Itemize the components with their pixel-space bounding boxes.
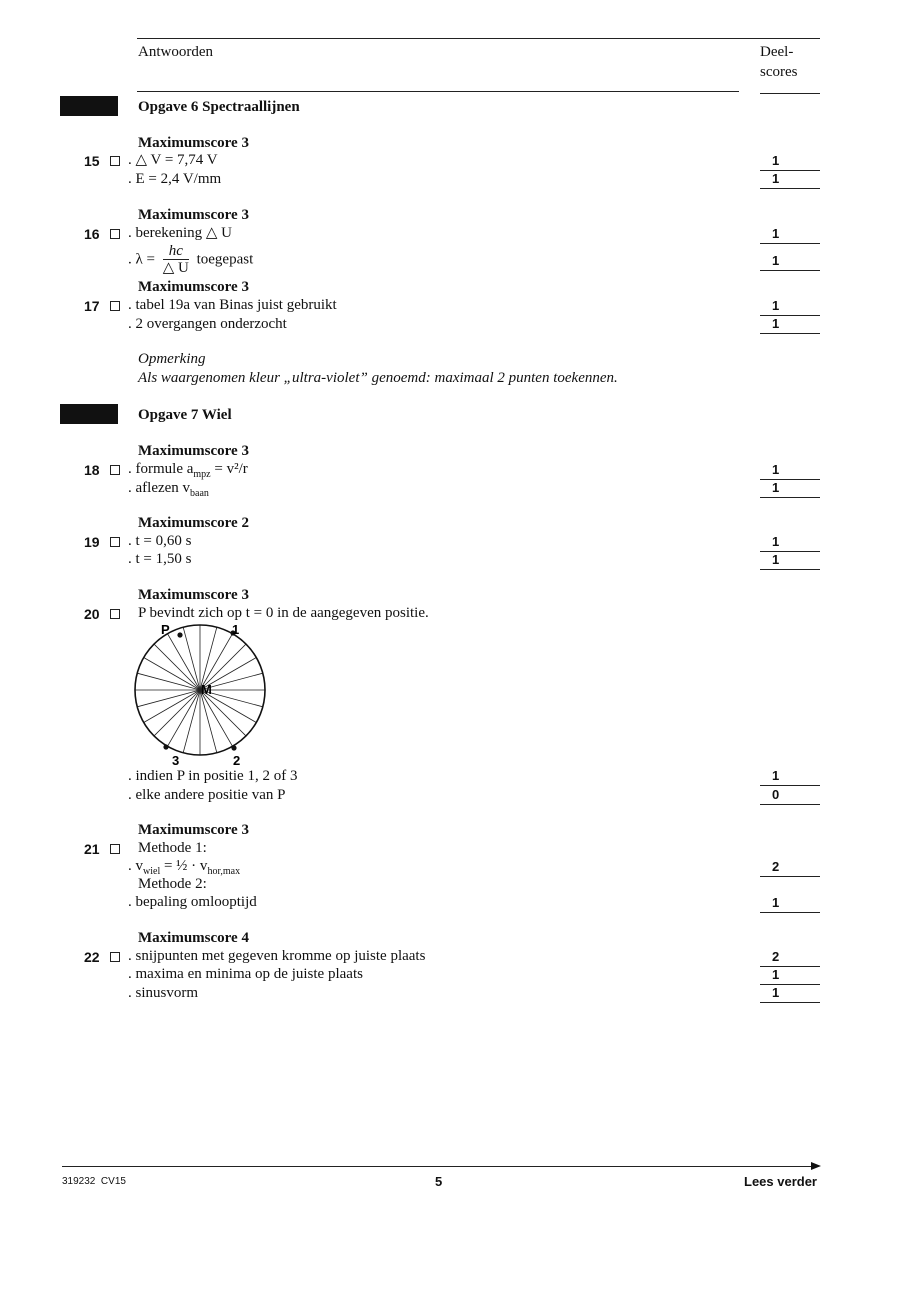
q16-line2 — [128, 243, 253, 276]
q17-maxscore: Maximumscore 3 — [138, 279, 249, 295]
q20-line0: P bevindt zich op t = 0 in de aangegeven positie. — [138, 605, 429, 621]
q17-line1: . tabel 19a van Binas juist gebruikt — [128, 297, 337, 313]
q21-score-2: 1 — [760, 894, 820, 913]
q18-line1-sub: mpz — [193, 469, 211, 480]
header-deel: Deel- — [760, 44, 794, 60]
q16-fraction-num: hc — [163, 243, 189, 260]
q15-score-1: 1 — [760, 152, 820, 171]
q19-number: 19 — [84, 534, 100, 550]
q19-score-2: 1 — [760, 551, 820, 570]
q16-checkbox[interactable] — [110, 229, 120, 239]
q22-line1: . snijpunten met gegeven kromme op juiste plaats — [128, 948, 426, 964]
q18-number: 18 — [84, 462, 100, 478]
wheel-diagram — [128, 620, 273, 770]
q17-number: 17 — [84, 298, 100, 314]
opgave6-title: Opgave 6 Spectraallijnen — [138, 99, 300, 115]
header-top-rule — [137, 38, 820, 39]
q20-line1: . indien P in positie 1, 2 of 3 — [128, 768, 298, 784]
q15-checkbox[interactable] — [110, 156, 120, 166]
q21-number: 21 — [84, 841, 100, 857]
arrow-right-icon — [811, 1162, 821, 1170]
q20-checkbox[interactable] — [110, 609, 120, 619]
q20-score-2: 0 — [760, 786, 820, 805]
footer-page-number: 5 — [435, 1174, 443, 1189]
q22-score-2: 1 — [760, 966, 820, 985]
opgave7-title: Opgave 7 Wiel — [138, 407, 232, 423]
q22-maxscore: Maximumscore 4 — [138, 930, 249, 946]
q21-methode1: Methode 1: — [138, 840, 207, 856]
q15-maxscore: Maximumscore 3 — [138, 135, 249, 151]
q22-line2: . maxima en minima op de juiste plaats — [128, 966, 363, 982]
wheel-label-2: 2 — [233, 753, 241, 768]
q15-number: 15 — [84, 153, 100, 169]
wheel-label-1: 1 — [232, 622, 240, 637]
q15-score-2: 1 — [760, 170, 820, 189]
q21-checkbox[interactable] — [110, 844, 120, 854]
q16-score-2: 1 — [760, 252, 820, 271]
q22-number: 22 — [84, 949, 100, 965]
header-scores: scores — [760, 64, 798, 80]
q16-fraction — [163, 243, 189, 276]
header-right-rule — [760, 93, 820, 94]
wheel-label-3: 3 — [172, 753, 180, 768]
q15-line2: . E = 2,4 V/mm — [128, 171, 222, 187]
q19-line2: . t = 1,50 s — [128, 551, 192, 567]
q22-score-3: 1 — [760, 984, 820, 1003]
footer-code: 319232 CV15 — [62, 1176, 126, 1187]
q21-score-1: 2 — [760, 858, 820, 877]
wheel-label-p: P — [161, 622, 170, 637]
q21-line1-sub2: hor,max — [207, 866, 241, 877]
header-left-rule — [137, 91, 739, 92]
q16-number: 16 — [84, 226, 100, 242]
wheel-spoke — [200, 627, 217, 690]
q15-line1: . △ V = 7,74 V — [128, 152, 218, 168]
q21-line2: . bepaling omlooptijd — [128, 894, 257, 910]
q16-score-1: 1 — [760, 225, 820, 244]
q21-methode2: Methode 2: — [138, 876, 207, 892]
q22-checkbox[interactable] — [110, 952, 120, 962]
footer-lees-verder: Lees verder — [744, 1174, 817, 1189]
q20-maxscore: Maximumscore 3 — [138, 587, 249, 603]
note-text: Als waargenomen kleur „ultra-violet” genoemd: maximaal 2 punten toekennen. — [138, 370, 618, 386]
wheel-spoke — [183, 690, 200, 753]
q19-score-1: 1 — [760, 533, 820, 552]
point-2 — [231, 745, 236, 750]
wheel-label-m: M — [201, 682, 212, 697]
wheel-spoke — [183, 627, 200, 690]
wheel-spoke — [137, 690, 200, 707]
q19-checkbox[interactable] — [110, 537, 120, 547]
q16-lambda: . λ = — [128, 251, 155, 268]
q17-score-2: 1 — [760, 315, 820, 334]
q18-maxscore: Maximumscore 3 — [138, 443, 249, 459]
q22-line3: . sinusvorm — [128, 985, 199, 1001]
q22-score-1: 2 — [760, 948, 820, 967]
q18-line1-rest: = v²/r — [210, 461, 248, 477]
section-marker-7 — [60, 404, 118, 424]
q18-checkbox[interactable] — [110, 465, 120, 475]
q20-score-1: 1 — [760, 767, 820, 786]
q16-toegepast: toegepast — [196, 251, 254, 268]
q17-checkbox[interactable] — [110, 301, 120, 311]
q18-line2-text: . aflezen v — [128, 480, 191, 496]
header-antwoorden: Antwoorden — [138, 44, 213, 60]
q20-number: 20 — [84, 606, 100, 622]
note-title: Opmerking — [138, 351, 206, 367]
q16-line1: . berekening △ U — [128, 225, 233, 241]
q16-maxscore: Maximumscore 3 — [138, 207, 249, 223]
q16-fraction-den: △ U — [162, 260, 189, 276]
point-3 — [163, 744, 168, 749]
q18-score-1: 1 — [760, 461, 820, 480]
q21-line1-sub: wiel — [143, 866, 161, 877]
point-p — [177, 632, 182, 637]
q19-line1: . t = 0,60 s — [128, 533, 192, 549]
q19-maxscore: Maximumscore 2 — [138, 515, 249, 531]
q18-line2-sub: baan — [190, 488, 209, 499]
q21-line1-b: = ½ · v — [160, 858, 208, 874]
q18-line1-text: . formule a — [128, 461, 194, 477]
q18-score-2: 1 — [760, 479, 820, 498]
footer-rule — [62, 1166, 812, 1167]
q17-line2: . 2 overgangen onderzocht — [128, 316, 287, 332]
wheel-spoke — [137, 673, 200, 690]
q17-score-1: 1 — [760, 297, 820, 316]
q20-line2: . elke andere positie van P — [128, 787, 286, 803]
q21-maxscore: Maximumscore 3 — [138, 822, 249, 838]
section-marker-6 — [60, 96, 118, 116]
q18-line2 — [128, 479, 209, 503]
q21-line1-a: . v — [128, 858, 143, 874]
wheel-spoke — [200, 690, 217, 753]
